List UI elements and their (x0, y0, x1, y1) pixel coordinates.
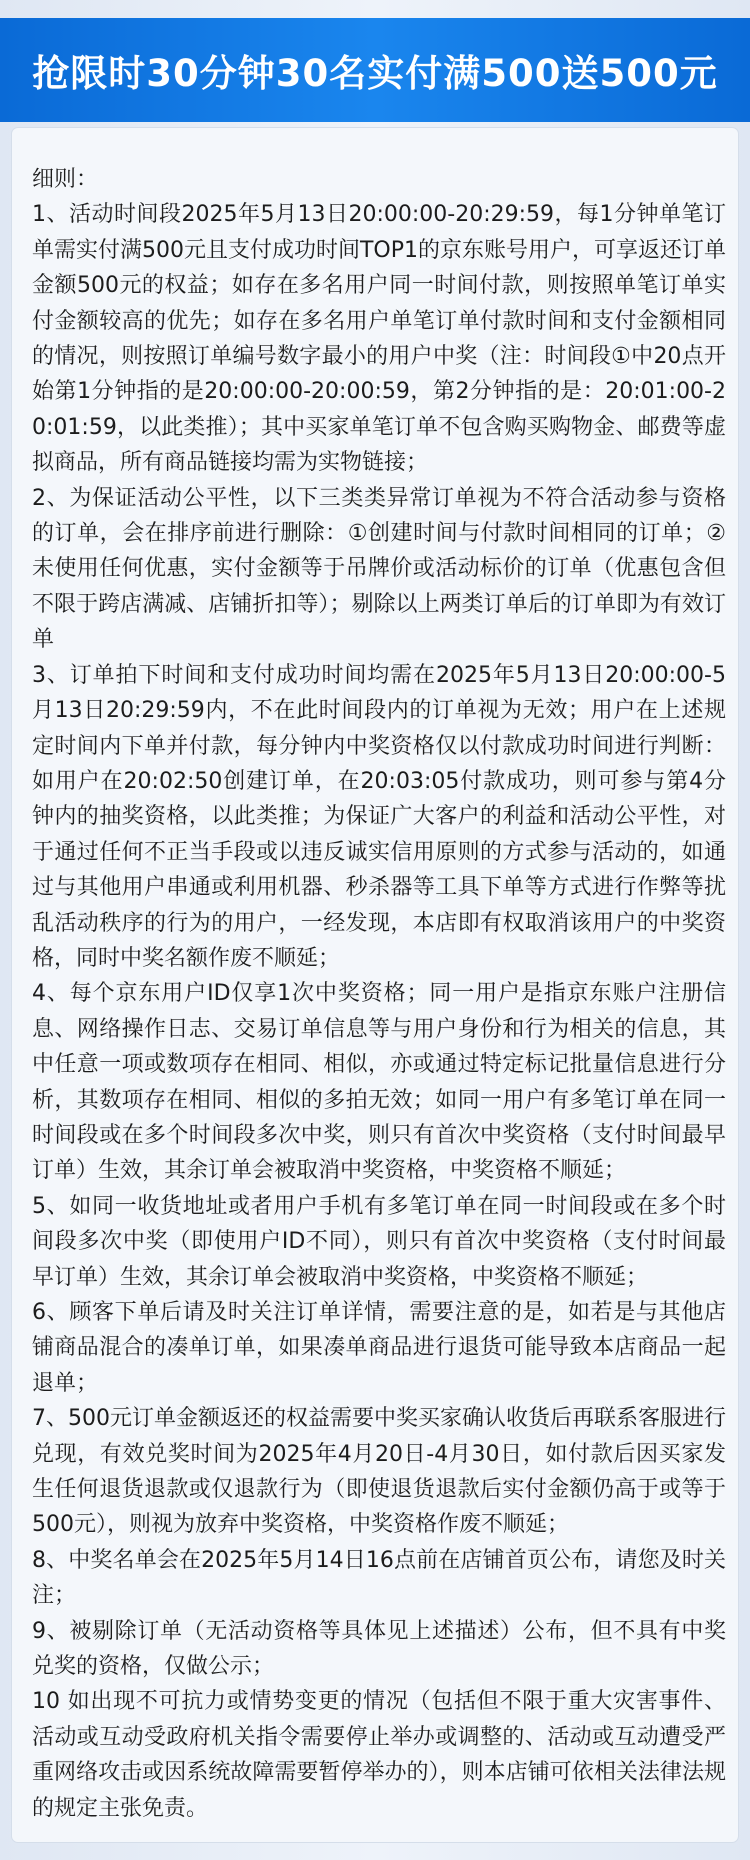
rule-item: 3、订单拍下时间和支付成功时间均需在2025年5月13日20:00:00-5月13日20:29:59内，不在此时间段内的订单视为无效；用户在上述规定时间内下单并付款，每分钟内中奖资格仅以付款成功时间进行判断：如用户在20:02:50创建订单，在20:03:05付款成功，则可参与第4分钟内的抽奖资格，以此类推；为保证广大客户的利益和活动公平性，对于通过任何不正当手段或以违反诚实信用原则的方式参与活动的，如通过与其他用户串通或利用机器、秒杀器等工具下单等方式进行作弊等扰乱活动秩序的行为的用户，一经发现，本店即有权取消该用户的中奖资格，同时中奖名额作废不顺延； (32, 662, 726, 971)
rule-item: 9、被剔除订单（无活动资格等具体见上述描述）公布，但不具有中奖兑奖的资格，仅做公示； (32, 1618, 726, 1680)
rule-item: 4、每个京东用户ID仅享1次中奖资格；同一用户是指京东账户注册信息、网络操作日志、交易订单信息等与用户身份和行为相关的信息，其中任意一项或数项存在相同、相似，亦或通过特定标记批量信息进行分析，其数项存在相同、相似的多拍无效；如同一用户有多笔订单在同一时间段或在多个时间段多次中奖，则只有首次中奖资格（支付时间最早订单）生效，其余订单会被取消中奖资格，中奖资格不顺延； (32, 981, 726, 1184)
rule-item: 6、顾客下单后请及时关注订单详情，需要注意的是，如若是与其他店铺商品混合的凑单订单，如果凑单商品进行退货可能导致本店商品一起退单； (32, 1300, 726, 1396)
rule-item: 5、如同一收货地址或者用户手机有多笔订单在同一时间段或在多个时间段多次中奖（即使用户ID不同），则只有首次中奖资格（支付时间最早订单）生效，其余订单会被取消中奖资格，中奖资格不顺延； (32, 1193, 726, 1290)
rules-text (32, 162, 726, 1826)
rule-item: 2、为保证活动公平性，以下三类类异常订单视为不符合活动参与资格的订单，会在排序前进行删除：①创建时间与付款时间相同的订单；②未使用任何优惠，实付金额等于吊牌价或活动标价的订单（优惠包含但不限于跨店满减、店铺折扣等）；剔除以上两类订单后的订单即为有效订单 (32, 485, 726, 653)
rules-heading: 细则： (32, 167, 99, 192)
rule-item: 1、活动时间段2025年5月13日20:00:00-20:29:59，每1分钟单笔订单需实付满500元且支付成功时间TOP1的京东账号用户，可享返还订单金额500元的权益；如存在多名用户同一时间付款，则按照单笔订单实付金额较高的优先；如存在多名用户单笔订单付款时间和支付金额相同的情况，则按照订单编号数字最小的用户中奖（注：时间段①中20点开始第1分钟指的是20:00:00-20:00:59，第2分钟指的是：20:01:00-20:01:59，以此类推）；其中买家单笔订单不包含购买购物金、邮费等虚拟商品，所有商品链接均需为实物链接； (32, 202, 727, 476)
rule-item: 8、中奖名单会在2025年5月14日16点前在店铺首页公布，请您及时关注； (32, 1547, 726, 1609)
rule-item: 7、500元订单金额返还的权益需要中奖买家确认收货后再联系客服进行兑现，有效兑奖时间为2025年4月20日-4月30日，如付款后因买家发生任何退货退款或仅退款行为（即使退货退款后实付金额仍高于或等于500元），则视为放弃中奖资格，中奖资格作废不顺延； (32, 1406, 726, 1538)
promo-banner (0, 18, 750, 122)
rule-item: 10 如出现不可抗力或情势变更的情况（包括但不限于重大灾害事件、活动或互动受政府机关指令需要停止举办或调整的、活动或互动遭受严重网络攻击或因系统故障需要暂停举办的），则本店铺可依相关法律法规的规定主张免责。 (32, 1689, 726, 1821)
promo-title: 抢限时30分钟30名实付满500送500元 (32, 52, 718, 95)
